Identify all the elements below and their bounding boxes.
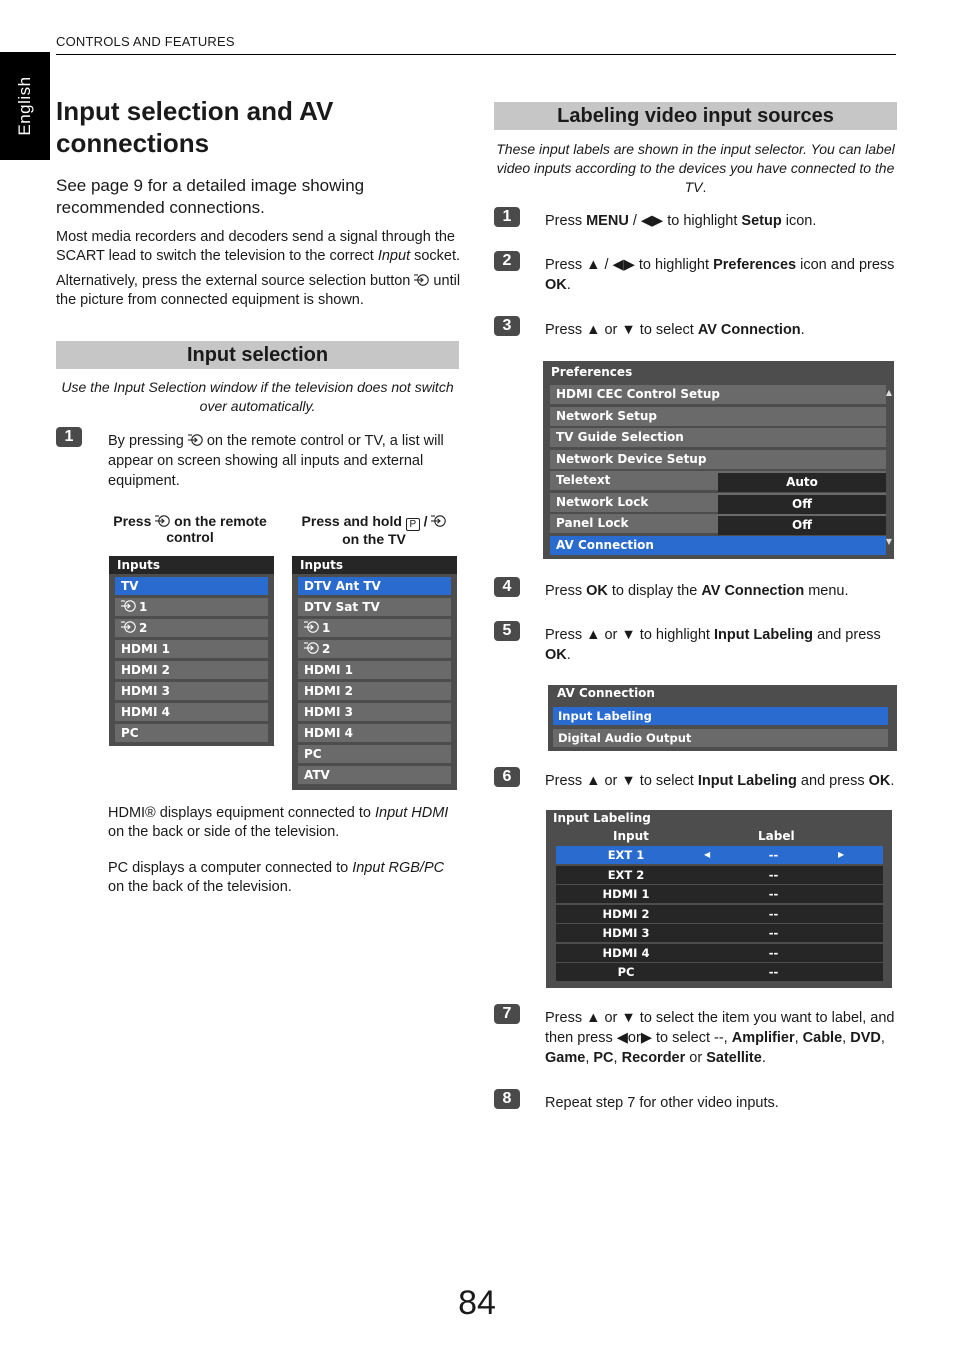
input-item[interactable] <box>298 661 451 679</box>
intro-paragraph-1: Most media recorders and decoders send a signal through the SCART lead to switch the television to the correct Input socket. <box>56 229 461 264</box>
inputs-menu-tv <box>292 556 457 790</box>
input-item-label: HDMI 1 <box>304 663 353 677</box>
input-item-label: 2 <box>322 642 331 656</box>
language-tab-label: English <box>15 76 34 136</box>
input-name: HDMI 4 <box>602 945 650 960</box>
tv-column-heading: Press and hold P / on the TV <box>286 513 462 547</box>
input-label-row[interactable] <box>556 866 883 884</box>
preferences-item[interactable] <box>550 493 886 512</box>
up-arrow-icon: ▲ <box>586 627 601 643</box>
input-item[interactable] <box>115 661 268 679</box>
input-label-value: -- <box>768 945 779 960</box>
preferences-item-value: Off <box>718 516 886 535</box>
input-label-value: -- <box>768 926 779 940</box>
input-item-label: HDMI 3 <box>121 684 170 698</box>
program-button-icon: P <box>406 518 420 531</box>
input-name: HDMI 3 <box>602 926 650 940</box>
inputs-menu-title: Inputs <box>109 556 274 574</box>
input-item[interactable] <box>115 724 268 742</box>
input-item[interactable] <box>298 724 451 742</box>
left-right-arrows-icon: ◀▶ <box>612 257 635 273</box>
up-arrow-icon: ▲ <box>586 322 601 338</box>
header-rule <box>56 54 896 55</box>
up-arrow-icon: ▲ <box>586 1010 601 1026</box>
input-item-label: DTV Sat TV <box>304 600 380 614</box>
left-arrow-icon[interactable]: ◀ <box>704 850 711 859</box>
input-item[interactable] <box>298 766 451 784</box>
input-item-label: HDMI 1 <box>121 642 170 656</box>
av-connection-menu <box>548 685 897 751</box>
page-number: 84 <box>458 1284 496 1322</box>
input-item[interactable] <box>115 619 268 637</box>
right-arrow-icon[interactable]: ▶ <box>838 850 845 859</box>
labeling-step-3: Press ▲ or ▼ to select AV Connection. <box>545 322 805 338</box>
source-icon <box>431 514 446 528</box>
input-label-value: -- <box>768 887 779 901</box>
input-item-label: HDMI 2 <box>121 663 170 677</box>
intro-paragraph-2: Alternatively, press the external source selection button until the picture from connected equipment is shown. <box>56 273 461 308</box>
scroll-down-icon: ▼ <box>885 537 892 546</box>
input-label-row[interactable] <box>556 963 883 981</box>
input-selection-heading: Input selection <box>56 341 459 369</box>
input-label-value: -- <box>768 965 779 979</box>
input-item-label: HDMI 3 <box>304 705 353 719</box>
hdmi-note: HDMI® displays equipment connected to Input HDMI on the back or side of the television. <box>108 805 449 840</box>
input-item[interactable] <box>115 577 268 595</box>
input-item[interactable] <box>115 682 268 700</box>
pc-note: PC displays a computer connected to Input RGB/PC on the back of the television. <box>108 860 445 895</box>
input-item-label: TV <box>121 579 139 593</box>
running-head: CONTROLS AND FEATURES <box>56 34 235 49</box>
preferences-menu <box>543 361 894 559</box>
inputs-menu-remote <box>109 556 274 746</box>
input-item[interactable] <box>298 703 451 721</box>
input-column-header: Input <box>613 829 649 843</box>
input-labeling-menu <box>546 810 892 988</box>
labeling-step-4: Press OK to display the AV Connection menu. <box>545 583 849 599</box>
step-number: 6 <box>494 767 520 787</box>
input-item-label: HDMI 4 <box>304 726 353 740</box>
step-number: 8 <box>494 1089 520 1109</box>
preferences-item[interactable] <box>550 536 886 555</box>
labeling-step-2: Press ▲ / ◀▶ to highlight Preferences icon and press OK. <box>545 257 895 293</box>
down-arrow-icon: ▼ <box>621 627 636 643</box>
input-label-row[interactable] <box>556 905 883 923</box>
preferences-title: Preferences <box>551 365 633 379</box>
input-label-row[interactable] <box>556 944 883 962</box>
menu-item-input-labeling[interactable]: Input Labeling <box>553 707 888 725</box>
input-label-row[interactable] <box>556 885 883 903</box>
input-selection-intro: Use the Input Selection window if the television does not switch over automatically. <box>61 379 454 414</box>
step-number: 1 <box>56 427 82 447</box>
left-arrow-icon: ◀ <box>616 1030 628 1046</box>
down-arrow-icon: ▼ <box>621 322 636 338</box>
step-number: 7 <box>494 1004 520 1024</box>
up-arrow-icon: ▲ <box>586 257 601 273</box>
preferences-item-label: Panel Lock <box>556 516 629 530</box>
input-item-label: ATV <box>304 768 330 782</box>
input-item-label: HDMI 2 <box>304 684 353 698</box>
input-item-label: 2 <box>139 621 148 635</box>
left-right-arrows-icon: ◀▶ <box>640 213 664 229</box>
label-column-header: Label <box>758 829 795 843</box>
labeling-step-5: Press ▲ or ▼ to highlight Input Labeling and press OK. <box>545 627 881 663</box>
page-title: Input selection and AV connections <box>56 96 334 158</box>
preferences-item-label: Network Lock <box>556 494 649 509</box>
language-tab <box>0 52 50 160</box>
step-number: 5 <box>494 621 520 641</box>
preferences-item[interactable] <box>550 385 886 404</box>
labeling-intro: These input labels are shown in the input selector. You can label video inputs according to the devices you have connected to the TV. <box>496 141 895 195</box>
input-name: HDMI 2 <box>602 906 650 921</box>
input-item-label: DTV Ant TV <box>304 579 381 593</box>
preferences-item[interactable] <box>550 514 886 533</box>
preferences-item[interactable] <box>550 407 886 426</box>
step-number: 1 <box>494 207 520 227</box>
preferences-item[interactable] <box>550 471 886 490</box>
preferences-item-label: Teletext <box>556 473 611 487</box>
input-labeling-title: Input Labeling <box>553 811 651 825</box>
inputs-menu-title: Inputs <box>292 556 457 574</box>
source-icon <box>304 641 319 655</box>
input-item[interactable] <box>298 598 451 616</box>
input-item[interactable] <box>298 682 451 700</box>
down-arrow-icon: ▼ <box>621 773 636 789</box>
labeling-step-6: Press ▲ or ▼ to select Input Labeling and press OK. <box>545 773 895 789</box>
preferences-item-value: Off <box>718 495 886 514</box>
source-icon <box>121 599 136 613</box>
preferences-item-label: Network Device Setup <box>556 451 707 466</box>
input-label-value: -- <box>768 867 779 882</box>
input-name: EXT 2 <box>607 867 645 882</box>
input-item[interactable] <box>115 640 268 658</box>
step-number: 2 <box>494 251 520 271</box>
remote-column-heading: Press on the remote control <box>113 513 267 545</box>
input-item-label: PC <box>304 747 322 761</box>
labeling-step-7: Press ▲ or ▼ to select the item you want to label, and then press ◀or▶ to select --, Amplifier, Cable, DVD, Game, PC, Recorder or Satellite. <box>545 1010 895 1066</box>
labeling-step-1: Press MENU / ◀▶ to highlight Setup icon. <box>545 213 817 229</box>
source-icon <box>188 433 203 447</box>
menu-item-digital-audio-output[interactable]: Digital Audio Output <box>553 729 888 747</box>
preferences-item-value: Auto <box>718 473 886 492</box>
right-arrow-icon: ▶ <box>640 1030 652 1046</box>
step-number: 3 <box>494 316 520 336</box>
labeling-step-8: Repeat step 7 for other video inputs. <box>545 1095 779 1111</box>
input-item[interactable] <box>298 577 451 595</box>
source-icon <box>304 620 319 634</box>
input-label-value: -- <box>768 848 779 862</box>
input-item-label: 1 <box>139 600 148 614</box>
input-item-label: HDMI 4 <box>121 705 170 719</box>
step-number: 4 <box>494 577 520 597</box>
input-item[interactable] <box>298 745 451 763</box>
input-label-value: -- <box>768 906 779 921</box>
input-label-row[interactable] <box>556 924 883 942</box>
preferences-item-label: TV Guide Selection <box>556 430 684 444</box>
preferences-item-label: Network Setup <box>556 408 657 423</box>
preferences-item-label: HDMI CEC Control Setup <box>556 387 721 401</box>
down-arrow-icon: ▼ <box>621 1010 636 1026</box>
input-item-label: 1 <box>322 621 331 635</box>
step-1-text: By pressing on the remote control or TV, a list will appear on screen showing all inputs and external equipment. <box>108 433 444 489</box>
input-name: PC <box>617 965 635 979</box>
lead-paragraph: See page 9 for a detailed image showing recommended connections. <box>56 176 365 217</box>
scroll-up-icon: ▲ <box>885 388 892 397</box>
source-icon <box>155 514 170 528</box>
input-item[interactable] <box>298 640 451 658</box>
input-item[interactable] <box>115 703 268 721</box>
source-icon <box>414 273 429 287</box>
up-arrow-icon: ▲ <box>586 773 601 789</box>
preferences-item[interactable] <box>550 450 886 469</box>
source-icon <box>121 620 136 634</box>
labeling-heading: Labeling video input sources <box>494 102 897 130</box>
input-name: HDMI 1 <box>602 887 650 901</box>
preferences-item-label: AV Connection <box>556 537 654 552</box>
preferences-item[interactable] <box>550 428 886 447</box>
input-label-row[interactable] <box>556 846 883 864</box>
av-connection-title: AV Connection <box>557 686 655 700</box>
input-name: EXT 1 <box>607 848 645 862</box>
input-item-label: PC <box>121 726 139 740</box>
input-item[interactable] <box>298 619 451 637</box>
input-item[interactable] <box>115 598 268 616</box>
